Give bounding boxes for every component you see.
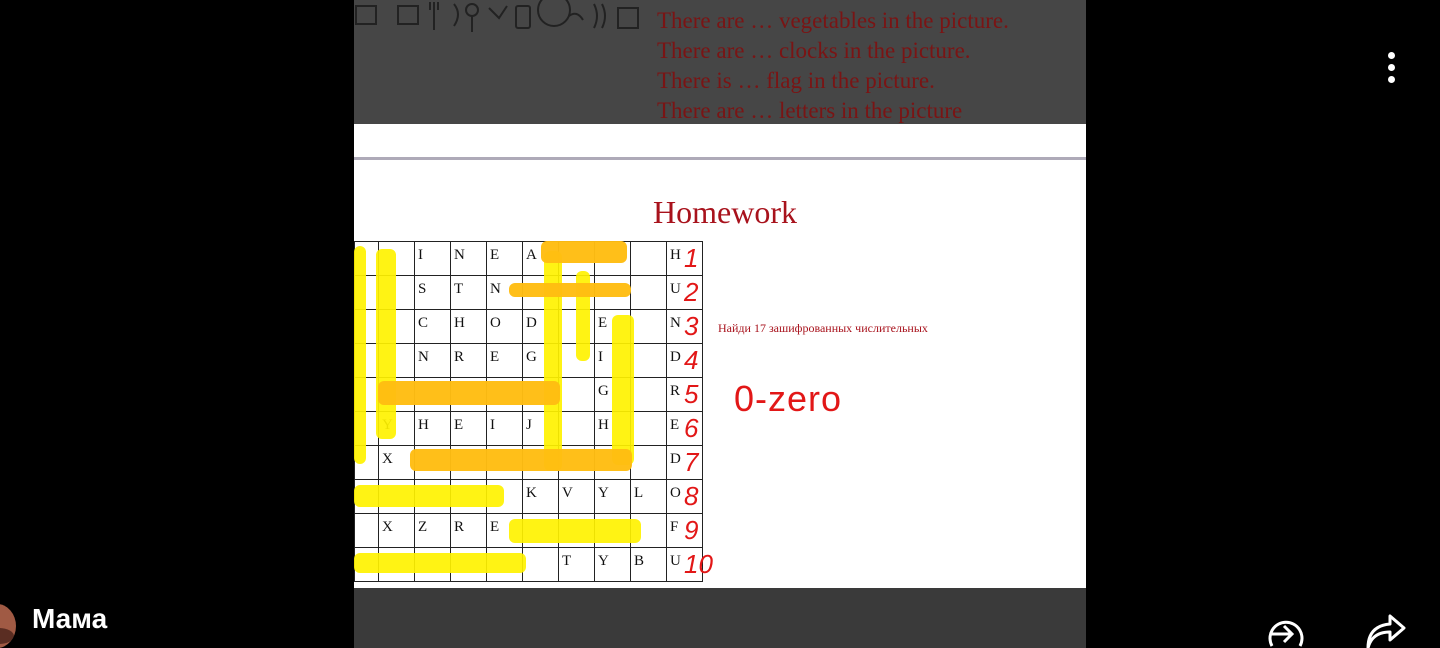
row-number: 3 xyxy=(684,311,699,341)
grid-cell: I xyxy=(415,242,451,276)
more-vert-icon-dot xyxy=(1388,64,1395,71)
grid-cell: H xyxy=(415,412,451,446)
more-vert-icon xyxy=(1388,52,1395,59)
more-options-button[interactable] xyxy=(1372,46,1412,90)
grid-cell: U xyxy=(667,276,703,310)
grid-row xyxy=(355,412,703,446)
row-number: 7 xyxy=(684,447,699,477)
grid-cell: E xyxy=(595,310,631,344)
grid-cell xyxy=(631,344,667,378)
row-number: 1 xyxy=(684,243,699,273)
grid-cell: H xyxy=(595,412,631,446)
highlight-stroke xyxy=(509,283,631,297)
grid-cell: G xyxy=(595,378,631,412)
grid-cell: S xyxy=(415,276,451,310)
row-number: 5 xyxy=(684,379,699,409)
grid-cell: E xyxy=(667,412,703,446)
grid-cell: O xyxy=(487,310,523,344)
grid-cell: N xyxy=(667,310,703,344)
grid-cell: H xyxy=(667,242,703,276)
grid-cell: R xyxy=(451,514,487,548)
grid-cell xyxy=(631,412,667,446)
slide-divider xyxy=(354,157,1086,160)
share-icon[interactable] xyxy=(1362,614,1410,648)
highlight-stroke xyxy=(376,249,396,439)
avatar[interactable] xyxy=(0,604,16,648)
grid-cell xyxy=(631,276,667,310)
grid-cell: Z xyxy=(415,514,451,548)
more-vert-icon-dot xyxy=(1388,76,1395,83)
previous-slide xyxy=(354,0,1086,124)
grid-cell: L xyxy=(631,480,667,514)
grid-cell: F xyxy=(667,514,703,548)
grid-cell: A xyxy=(523,242,559,276)
grid-cell: D xyxy=(667,446,703,480)
grid-row xyxy=(355,242,703,276)
grid-cell: G xyxy=(523,344,559,378)
grid-cell xyxy=(631,446,667,480)
grid-cell: X xyxy=(379,446,415,480)
grid-cell: O xyxy=(667,480,703,514)
image-viewer[interactable] xyxy=(354,0,1086,648)
highlight-stroke xyxy=(378,381,560,405)
highlight-stroke xyxy=(612,315,634,465)
grid-cell: N xyxy=(451,242,487,276)
sender-name: Мама xyxy=(32,603,108,634)
open-in-icon[interactable] xyxy=(1262,614,1310,648)
previous-slide-text xyxy=(657,6,1009,126)
grid-cell: Y xyxy=(595,548,631,582)
row-number: 9 xyxy=(684,515,699,545)
grid-cell: H xyxy=(451,310,487,344)
row-number: 10 xyxy=(684,549,713,579)
grid-cell: X xyxy=(379,514,415,548)
highlight-stroke xyxy=(541,241,627,263)
grid-cell: E xyxy=(487,514,523,548)
grid-row xyxy=(355,310,703,344)
grid-cell: J xyxy=(523,412,559,446)
homework-slide xyxy=(354,124,1086,588)
grid-cell: U xyxy=(667,548,703,582)
grid-cell: K xyxy=(523,480,559,514)
grid-cell: E xyxy=(487,242,523,276)
clipart-icons xyxy=(354,0,644,34)
grid-cell: N xyxy=(415,344,451,378)
sentence-line: There is … flag in the picture. xyxy=(657,68,935,93)
grid-cell: N xyxy=(487,276,523,310)
highlight-stroke xyxy=(509,519,641,543)
highlight-stroke xyxy=(354,485,504,507)
grid-cell: R xyxy=(451,344,487,378)
grid-cell xyxy=(631,378,667,412)
grid-cell xyxy=(559,412,595,446)
grid-cell xyxy=(631,310,667,344)
grid-cell: C xyxy=(415,310,451,344)
row-number: 6 xyxy=(684,413,699,443)
grid-cell: V xyxy=(559,480,595,514)
grid-cell: T xyxy=(559,548,595,582)
grid-cell xyxy=(631,242,667,276)
grid-cell: R xyxy=(667,378,703,412)
grid-cell: I xyxy=(487,412,523,446)
highlight-stroke xyxy=(354,246,366,464)
highlight-stroke xyxy=(410,449,632,471)
grid-cell: Y xyxy=(595,480,631,514)
slide-title: Homework xyxy=(653,194,797,230)
handwritten-note: 0-zero xyxy=(734,378,843,419)
grid-row xyxy=(355,344,703,378)
word-search-grid xyxy=(354,241,703,582)
sentence-line: There are … clocks in the picture. xyxy=(657,38,971,63)
grid-cell xyxy=(355,514,379,548)
grid-cell: B xyxy=(631,548,667,582)
grid-cell: E xyxy=(451,412,487,446)
row-number: 4 xyxy=(684,345,699,375)
highlight-stroke xyxy=(354,553,526,573)
row-number: 2 xyxy=(684,277,699,307)
grid-cell: D xyxy=(667,344,703,378)
row-number: 8 xyxy=(684,481,699,511)
sentence-line: There are … vegetables in the picture. xyxy=(657,8,1009,33)
grid-cell: E xyxy=(487,344,523,378)
sentence-line: There are … letters in the picture xyxy=(657,98,963,123)
grid-cell: I xyxy=(595,344,631,378)
grid-cell: D xyxy=(523,310,559,344)
task-text: Найди 17 зашифрованных числительных xyxy=(718,321,928,335)
grid-cell: T xyxy=(451,276,487,310)
grid-cell xyxy=(559,378,595,412)
grid-cell xyxy=(523,548,559,582)
